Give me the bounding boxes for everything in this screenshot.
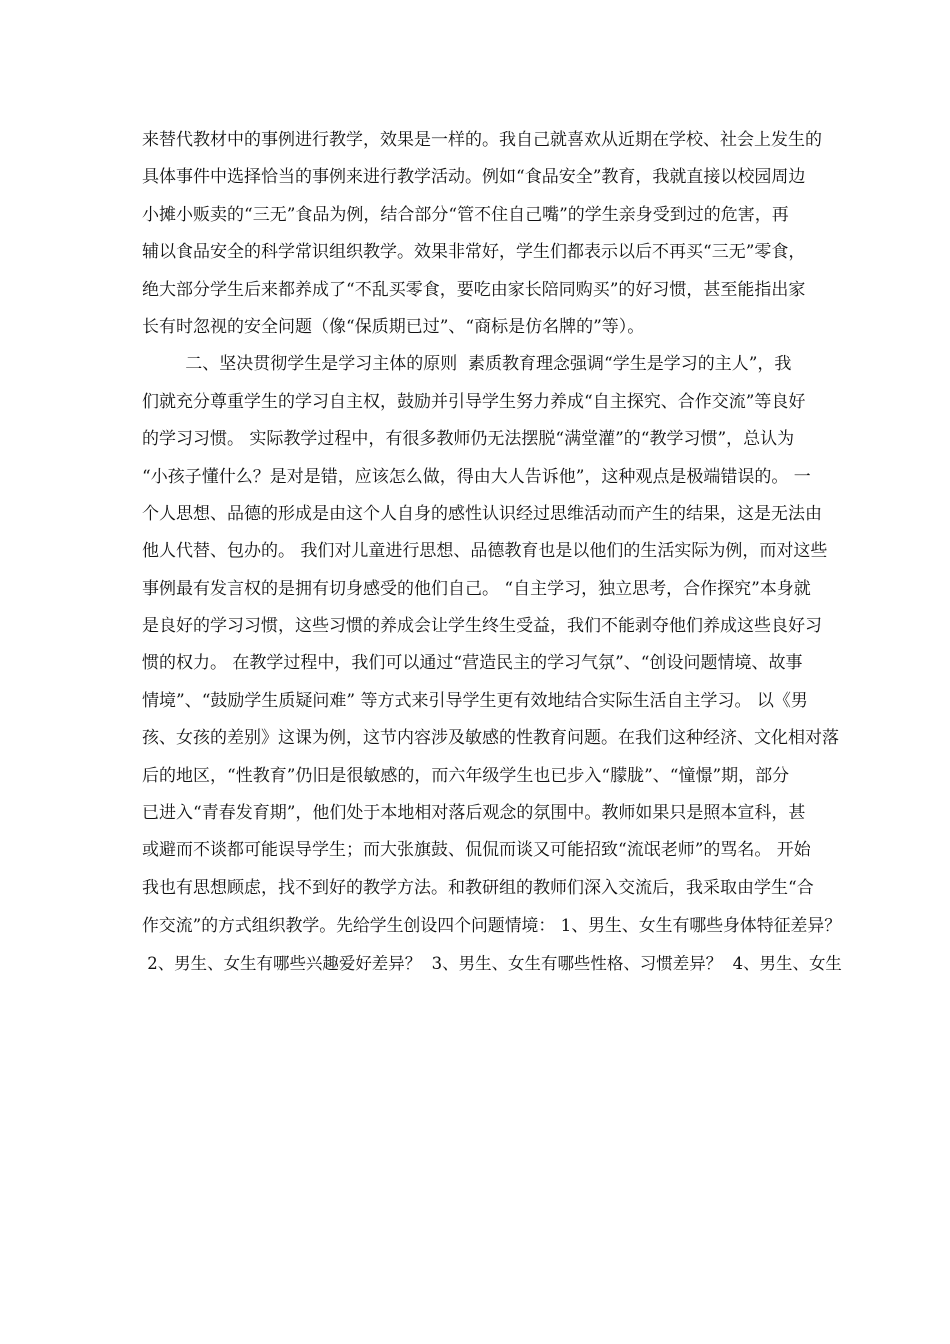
- text-line: 已进入“青春发育期”，他们处于本地相对落后观念的氛围中。教师如果只是照本宣科，甚: [142, 803, 806, 824]
- text-line: 小摊小贩卖的“三无”食品为例，结合部分“管不住自己嘴”的学生亲身受到过的危害，再: [142, 204, 789, 225]
- text-line: 我也有思想顾虑，找不到好的教学方法。和教研组的教师们深入交流后，我采取由学生“合: [142, 877, 814, 898]
- text-line: 来替代教材中的事例进行教学，效果是一样的。我自己就喜欢从近期在学校、社会上发生的: [142, 130, 822, 150]
- text-line: 或避而不谈都可能误导学生；而大张旗鼓、侃侃而谈又可能招致“流氓老师”的骂名。 开始: [142, 840, 811, 861]
- section-heading-line: 二、坚决贯彻学生是学习主体的原则 素质教育理念强调“学生是学习的主人”，我: [142, 354, 792, 375]
- text-line: 辅以食品安全的科学常识组织教学。效果非常好，学生们都表示以后不再买“三无”零食，: [142, 242, 806, 263]
- text-line: 是良好的学习习惯，这些习惯的养成会让学生终生受益，我们不能剥夺他们养成这些良好习: [142, 616, 822, 637]
- text-line: 长有时忽视的安全问题（像“保质期已过”、“商标是仿名牌的”等）。: [142, 316, 645, 337]
- text-line: 作交流”的方式组织教学。先给学生创设四个问题情境： 1、男生、女生有哪些身体特征差异？: [142, 915, 842, 936]
- text-line: 2、男生、女生有哪些兴趣爱好差异？ 3、男生、女生有哪些性格、习惯差异？ 4、男生、女生: [142, 953, 842, 973]
- text-line: 的学习习惯。 实际教学过程中，有很多教师仍无法摆脱“满堂灌”的“教学习惯”，总认为: [142, 429, 795, 450]
- text-line: 们就充分尊重学生的学习自主权，鼓励并引导学生努力养成“自主探究、合作交流”等良好: [142, 391, 806, 412]
- text-line: 个人思想、品德的形成是由这个人自身的感性认识经过思维活动而产生的结果，这是无法由: [142, 503, 822, 524]
- text-line: 具体事件中选择恰当的事例来进行教学活动。例如“食品安全”教育，我就直接以校园周边: [142, 167, 806, 188]
- text-line: 情境”、“鼓励学生质疑问难” 等方式来引导学生更有效地结合实际生活自主学习。 以《男: [142, 690, 808, 711]
- text-line: 惯的权力。 在教学过程中，我们可以通过“营造民主的学习气氛”、“创设问题情境、故事: [142, 653, 803, 674]
- text-line: 绝大部分学生后来都养成了“不乱买零食，要吃由家长陪同购买”的好习惯，甚至能指出家: [142, 279, 806, 300]
- text-line: 事例最有发言权的是拥有切身感受的他们自己。 “自主学习，独立思考，合作探究”本身就: [142, 578, 811, 599]
- text-line: 他人代替、包办的。 我们对儿童进行思想、品德教育也是以他们的生活实际为例，而对这些: [142, 541, 828, 562]
- text-line: 孩、女孩的差别》这课为例，这节内容涉及敏感的性教育问题。在我们这种经济、文化相对落: [142, 728, 839, 749]
- text-line: “小孩子懂什么？是对是错，应该怎么做，得由大人告诉他”，这种观点是极端错误的。 一: [142, 466, 811, 487]
- body-text: [142, 122, 842, 982]
- text-line: 后的地区，“性教育”仍旧是很敏感的，而六年级学生也已步入“朦胧”、“憧憬”期，部分: [142, 765, 790, 786]
